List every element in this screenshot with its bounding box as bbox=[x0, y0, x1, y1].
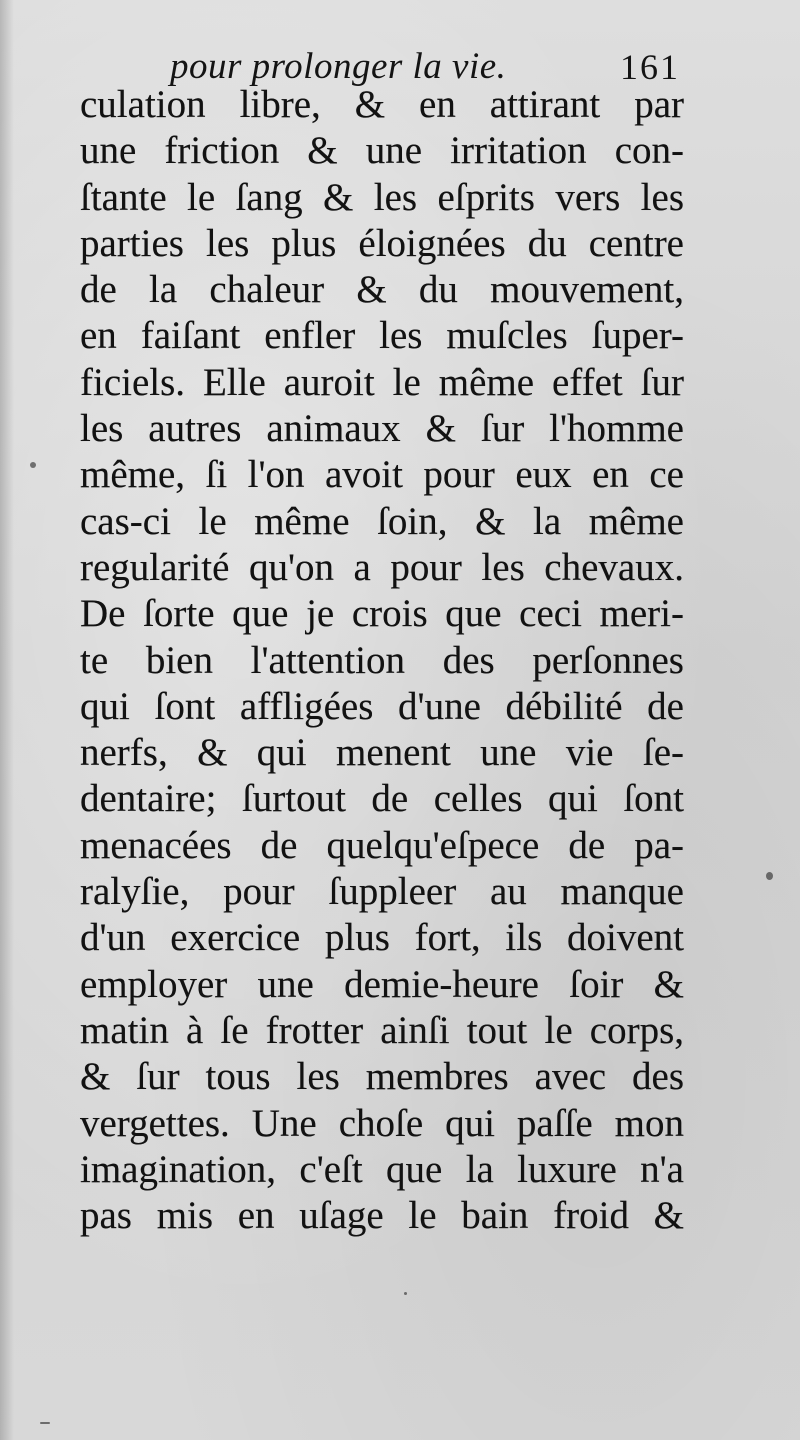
text-line: menacées de quelqu'eſpece de pa- bbox=[80, 823, 684, 867]
text-line: cas-ci le même ſoin, & la même bbox=[80, 499, 684, 543]
text-line: imagination, c'eſt que la luxure n'a bbox=[80, 1147, 684, 1191]
text-line: même, ſi l'on avoit pour eux en ce bbox=[80, 453, 684, 497]
paper-speck bbox=[30, 462, 36, 468]
paper-speck bbox=[40, 1422, 50, 1424]
text-line: parties les plus éloignées du centre bbox=[80, 221, 684, 265]
text-line: de la chaleur & du mouvement, bbox=[80, 268, 684, 312]
text-line: ficiels. Elle auroit le même effet ſur bbox=[80, 360, 684, 404]
paper-speck bbox=[404, 1292, 407, 1295]
text-line: & ſur tous les membres avec des bbox=[80, 1055, 684, 1099]
text-line: te bien l'attention des perſonnes bbox=[80, 638, 684, 682]
text-line: employer une demie-heure ſoir & bbox=[80, 962, 684, 1006]
text-line: nerfs, & qui menent une vie ſe- bbox=[80, 731, 684, 775]
text-line: d'un exercice plus fort, ils doivent bbox=[80, 916, 684, 960]
page-number: 161 bbox=[620, 47, 680, 87]
body-text bbox=[80, 82, 684, 1239]
text-line: matin à ſe frotter ainſi tout le corps, bbox=[80, 1008, 684, 1052]
text-line: culation libre, & en attirant par bbox=[80, 83, 684, 126]
text-line: dentaire; ſurtout de celles qui ſont bbox=[80, 777, 684, 821]
text-line: ralyſie, pour ſuppleer au manque bbox=[80, 870, 684, 914]
text-line: regularité qu'on a pour les chevaux. bbox=[80, 545, 684, 589]
text-line: vergettes. Une choſe qui paſſe mon bbox=[80, 1101, 684, 1145]
text-line: les autres animaux & ſur l'homme bbox=[80, 407, 684, 451]
text-line: qui ſont affligées d'une débilité de bbox=[80, 684, 684, 728]
text-line: pas mis en uſage le bain froid & bbox=[80, 1194, 684, 1238]
text-line: ſtante le ſang & les eſprits vers les bbox=[80, 175, 684, 219]
page-gutter-shadow bbox=[0, 0, 14, 1440]
running-title: pour prolonger la vie. bbox=[170, 46, 507, 87]
text-line: De ſorte que je crois que ceci meri- bbox=[80, 592, 684, 636]
text-line: en faiſant enfler les muſcles ſuper- bbox=[80, 314, 684, 358]
paper-speck bbox=[766, 872, 773, 880]
text-line: une friction & une irritation con- bbox=[80, 129, 684, 173]
